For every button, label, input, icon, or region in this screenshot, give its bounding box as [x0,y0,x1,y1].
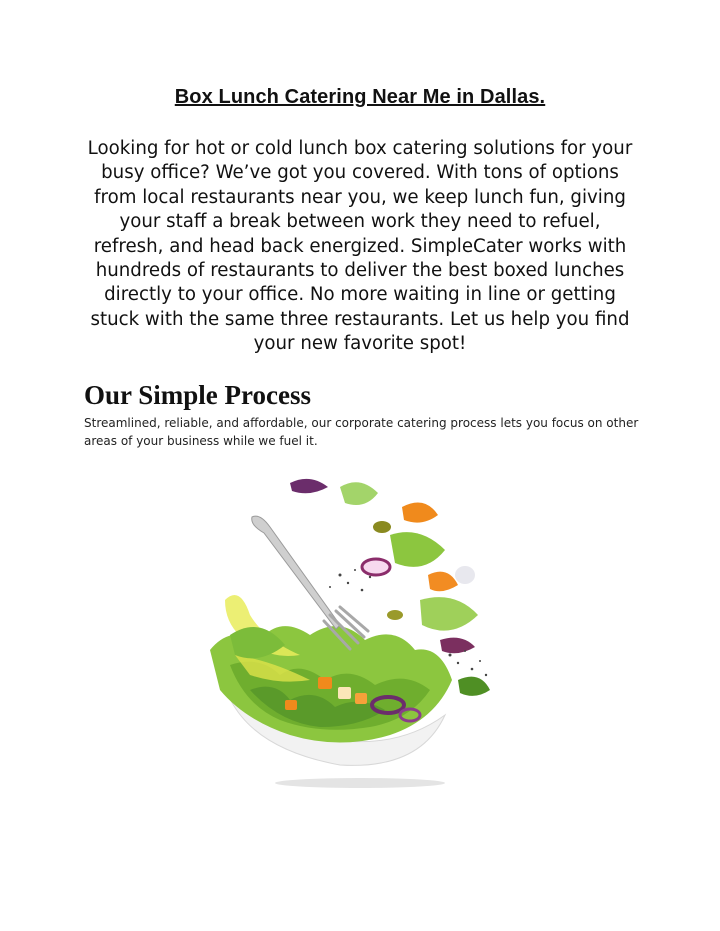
olive [387,610,403,620]
intro-paragraph: Looking for hot or cold lunch box catering solutions for your busy office? We’ve got you covered. With tons of options from local restaurants near you, we keep lunch fun, giving your staff a break between work they need to refuel, refresh, and head back energized. SimpleCater works with hundreds of restaurants to deliver the best boxed lunches directly to your office. No more waiting in line or getting stuck with the same three restaurants. Let us help you find your new favorite spot! [87,138,633,355]
tomato-cube [318,677,332,689]
bowl-shadow [275,778,445,788]
lettuce-leaf [390,532,445,567]
purple-leaf [290,479,328,493]
salad-illustration [190,465,530,800]
tomato-cube [355,693,367,704]
section-body: Streamlined, reliable, and affordable, our corporate catering process lets you focus on other areas of your business while we fuel it. [84,416,639,448]
page-title: Box Lunch Catering Near Me in Dallas. [174,86,546,108]
tomato-wedge [428,572,458,592]
garlic-clove [455,566,475,584]
onion-slice [362,559,390,575]
lettuce-leaf [340,482,378,505]
section-heading: Our Simple Process [84,380,311,410]
purple-leaf [440,638,475,654]
cheese-cube [338,687,351,699]
lettuce-leaf [420,597,478,630]
olive [373,521,391,533]
herb-sprig [458,677,490,696]
tomato-wedge [402,503,438,523]
fork-icon [252,516,368,649]
tomato-cube [285,700,297,710]
